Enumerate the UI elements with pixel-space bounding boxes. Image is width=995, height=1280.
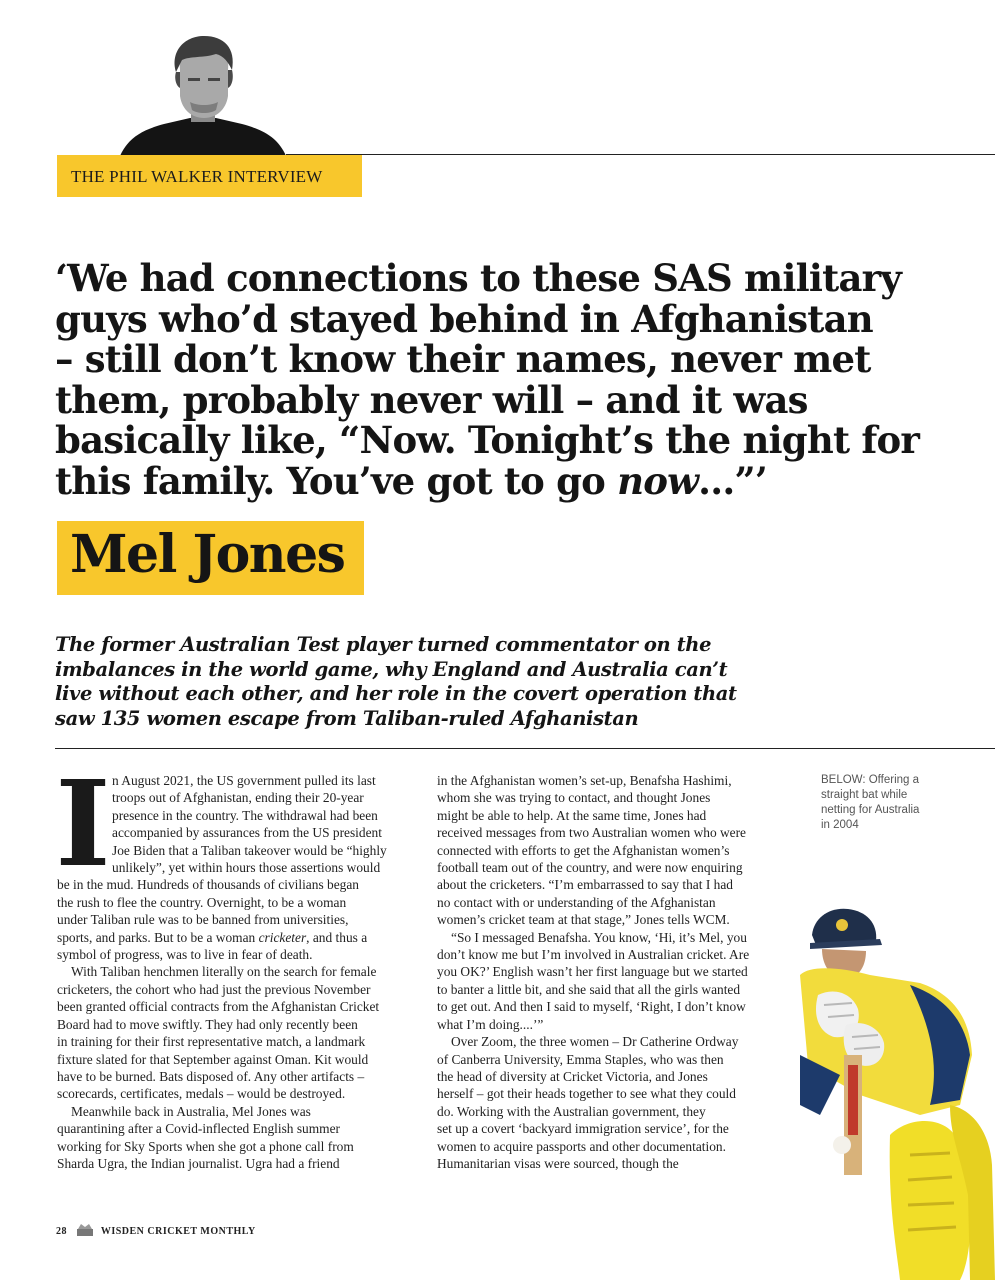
standfirst-line: live without each other, and her role in the covert operation that (55, 682, 737, 705)
body-line: be in the mud. Hundreds of thousands of civilians began (57, 877, 359, 893)
body-line: herself – got their heads together to see what they could (437, 1086, 736, 1102)
body-line: unlikely”, yet within hours those assertions would (112, 860, 381, 876)
header-rule (286, 154, 995, 155)
page-footer (56, 1223, 256, 1237)
caption-line: BELOW: Offering a (821, 774, 920, 786)
article-column-2 (437, 772, 797, 1172)
body-line: working for Sky Sports when she got a phone call from (57, 1138, 354, 1154)
body-line: quarantining after a Covid-inflected English summer (57, 1121, 340, 1137)
standfirst-line: The former Australian Test player turned commentator on the (55, 633, 712, 656)
quote-last-emphasis: now (617, 458, 699, 503)
body-line: to banter a little bit, and she said that all the girls wanted (437, 981, 741, 997)
section-tag (57, 155, 362, 197)
subject-name-box (57, 521, 364, 595)
body-line: might be able to help. At the same time, Jones had (437, 807, 707, 823)
quote-last-suffix: ...”’ (698, 458, 767, 503)
body-line: what I’m doing....’” (437, 1016, 544, 1032)
body-line: cricketers, the cohort who had just the previous November (57, 981, 371, 997)
standfirst-line: saw 135 women escape from Taliban-ruled Afghanistan (55, 706, 639, 730)
body-line: to get out. And then I said to myself, ‘Right, I don’t know (437, 999, 746, 1015)
body-line: Humanitarian visas were sourced, though the (437, 1155, 679, 1171)
publication-name: WISDEN CRICKET MONTHLY (100, 1226, 256, 1237)
body-line: of Canberra University, Emma Staples, who was then (437, 1051, 724, 1067)
body-line: symbol of progress, was to live in fear of death. (57, 947, 313, 963)
quote-line-last (55, 458, 955, 503)
cricketer-photo (800, 905, 995, 1280)
body-emphasis: cricketer (258, 929, 307, 945)
author-portrait (120, 34, 286, 156)
photo-caption (821, 773, 941, 833)
body-line: about the cricketers. “I’m embarrassed to say that I had (437, 877, 733, 893)
body-text: sports, and parks. But to be a woman (57, 929, 259, 945)
body-line: Over Zoom, the three women – Dr Catherine Ordway (451, 1034, 739, 1050)
body-line: in the Afghanistan women’s set-up, Benafsha Hashimi, (437, 773, 732, 788)
body-line: the rush to flee the country. Overnight, to be a woman (57, 894, 347, 910)
section-tag-label: THE PHIL WALKER INTERVIEW (71, 167, 323, 186)
page-number: 28 (56, 1226, 67, 1237)
drop-cap-letter: I (55, 754, 111, 893)
body-line: whom she was trying to contact, and thought Jones (437, 790, 711, 806)
body-line: been granted official contracts from the Afghanistan Cricket (57, 999, 380, 1015)
caption-line: netting for Australia (821, 804, 920, 816)
body-line: under Taliban rule was to be banned from universities, (57, 912, 349, 928)
body-line: Sharda Ugra, the Indian journalist. Ugra had a friend (57, 1155, 340, 1171)
quote-last-prefix: this family. You’ve got to go (55, 458, 618, 503)
body-line: Board had to move swiftly. They had only recently been (57, 1016, 358, 1032)
body-line: n August 2021, the US government pulled its last (112, 773, 376, 788)
body-line: scorecards, certificates, medals – would be destroyed. (57, 1086, 346, 1102)
quote-line: ‘We had connections to these SAS military (55, 256, 902, 300)
body-line: Joe Biden that a Taliban takeover would be “highly (112, 842, 387, 858)
standfirst-rule (55, 748, 995, 749)
body-line: football team out of the country, and were now enquiring (437, 860, 743, 876)
body-line: fixture slated for that September against Oman. Kit would (57, 1051, 369, 1067)
body-line: presence in the country. The withdrawal had been (112, 807, 378, 823)
body-line: “So I messaged Benafsha. You know, ‘Hi, it’s Mel, you (451, 929, 747, 945)
caption-line: straight bat while (821, 789, 908, 801)
body-line: women’s cricket team at that stage,” Jones tells WCM. (437, 912, 730, 928)
body-line: With Taliban henchmen literally on the search for female (71, 964, 377, 980)
wisden-logo-icon (76, 1223, 94, 1237)
body-line: received messages from two Australian women who were (437, 825, 747, 841)
body-line: accompanied by assurances from the US president (112, 825, 382, 841)
body-line: set up a covert ‘backyard immigration service’, for the (437, 1121, 729, 1137)
body-line: the head of diversity at Cricket Victoria, and Jones (437, 1068, 708, 1084)
body-line: women to acquire passports and other documentation. (437, 1138, 726, 1154)
quote-line: guys who’d stayed behind in Afghanistan (55, 296, 873, 341)
body-line (57, 929, 421, 946)
standfirst (55, 633, 815, 731)
article-column-1 (57, 772, 421, 1172)
body-line: in training for their first representative match, a landmark (57, 1034, 366, 1050)
quote-line: basically like, “Now. Tonight’s the night for (55, 418, 920, 462)
body-line: have to be burned. Bats disposed of. Any other artifacts – (57, 1068, 365, 1084)
body-line: do. Working with the Australian government, they (437, 1103, 706, 1119)
body-line: you OK?’ English wasn’t her first language but we started (437, 964, 748, 980)
body-line: troops out of Afghanistan, ending their 20-year (112, 790, 364, 806)
standfirst-line: imbalances in the world game, why England and Australia can’t (55, 657, 728, 681)
quote-line: – still don’t know their names, never met (55, 337, 871, 381)
caption-line: in 2004 (821, 819, 859, 831)
body-line: don’t know me but I’m involved in Australian cricket. Are (437, 947, 750, 963)
body-line: connected with efforts to get the Afghanistan women’s (437, 842, 730, 858)
subject-name: Mel Jones (70, 524, 345, 585)
body-text: , and thus a (306, 929, 368, 945)
pull-quote (55, 258, 955, 501)
body-line: no contact with or understanding of the Afghanistan (437, 894, 716, 910)
body-line: Meanwhile back in Australia, Mel Jones was (71, 1103, 311, 1119)
quote-line: them, probably never will – and it was (55, 377, 808, 422)
